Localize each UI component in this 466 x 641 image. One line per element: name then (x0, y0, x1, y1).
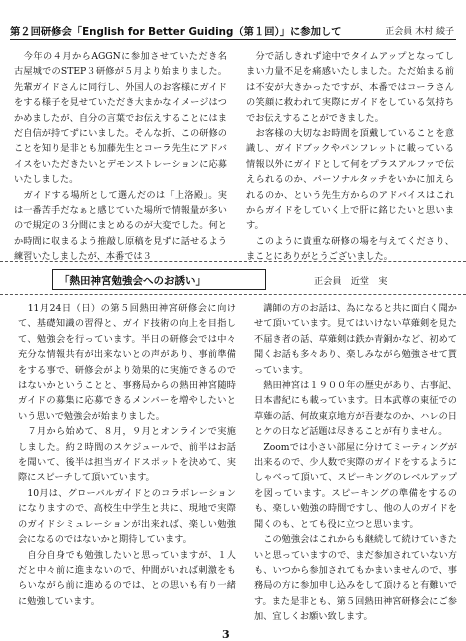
article1-left-column (14, 49, 227, 265)
article1-byline: 正会員 木村 綾子 (385, 27, 454, 37)
section-divider (0, 294, 466, 295)
article1-right-column (246, 49, 454, 265)
article2-paragraph: 熱田神宮は１９００年の歴史があり、古事記、日本書紀にも載っています。日本武尊の東征での草薙の話、何故東京地方が吾妻なのか、ハレの日とケの日など話題は尽きることが有りません。 (254, 380, 457, 438)
article1-paragraph: お客様の大切なお時間を頂戴していることを意識し、ガイドブックやパンフレットに載っている情報以外にガイドとして何をプラスアルファで伝えられるのか、パーソナルタッチをいかに加えられるのか、という先生方からのアドバイスはこれからガイドをしていく上で肝に銘じたいと思います。 (246, 128, 454, 232)
page-number: 3 (222, 628, 230, 641)
article2-title: 「熱田神宮勉強会へのお誘い」 (59, 275, 206, 287)
article2-byline: 正会員 近堂 実 (314, 276, 388, 287)
article2-right-column (254, 301, 457, 625)
article1-paragraph: 分で話しきれず途中でタイムアップとなってしまい力量不足を痛感いたしました。ただ始まる前は不安が大きかったですが、本番ではコーラさんの笑顔に救われて実際にガイドをしている気持ちでお伝えすることができました。 (246, 51, 454, 124)
article2-paragraph: 10月は、グローバルガイドとのコラボレーションになりますので、高校生中学生と共に、現地で実際のガイドシミュレーションが出来れば、楽しい勉強会になるのではないかと期待しています。 (18, 487, 236, 546)
article1-paragraph: 今年の４月からAGGNに参加させていただき名古屋城でのSTEP３研修が５月より始まりました。先輩ガイドさんに同行し、外国人のお客様にガイドをする様子を見せていただき大まかなイメージはつかめましたが、自分の言葉でお伝えすることにはまだ自信が持てずにいました。そんな折、この研修のことを知り是非とも加藤先生とコーラ先生にアドバイスをいただきたいとデモンストレーションに応募いたしました。 (14, 51, 227, 186)
article2-paragraph: Zoomでは小さい部屋に分けてミーティングが出来るので、少人数で実際のガイドをするようにしゃべって頂いて、スピーキングのレベルアップを図っています。スピーキングの準備をするのも、楽しい勉強の時間ですし、他の人のガイドを聞くのも、とても役に立つと思います。 (254, 441, 457, 530)
article2-left-column (18, 301, 236, 609)
article2-paragraph: 自分自身でも勉強したいと思っていますが、１人だと中々前に進まないので、仲間がいれば刺激をもらいながら前に進めるのでは、との思いも有り一緒に勉強しています。 (18, 549, 236, 607)
article2-paragraph: この勉強会はこれからも継続して続けていきたいと思っていますので、まだ参加されていない方も、いつから参加されてもかまいませんので、事務局の方に参加申し込みをして頂けると有難いです。また是非とも、第５回熱田神宮研修会にご参加、宜しくお願い致します。 (254, 534, 457, 623)
section-divider (0, 261, 466, 262)
article1-header (10, 23, 456, 40)
article1-paragraph: ガイドする場所として選んだのは「上洛殿」。実は一番苦手だなぁと感じていた場所で情報量が多いので規定の３分間にまとめるのが大変でした。何とか時間に収まるよう推敲し原稿を見ずに話せるよう練習いたしましたが、本番では３ (14, 189, 227, 263)
article2-title-box (52, 269, 266, 290)
article2-paragraph: 講師の方のお話は、為になると共に面白く聞かせて頂いています。見てはいけない草薙剣を見た不届き者の話、草薙剣は鉄か青銅かなど、初めて聞くお話も多々あり、楽しみながら勉強させて貰っています。 (254, 303, 457, 376)
article1-title: 第２回研修会「English for Better Guiding（第１回）」に参加して (10, 26, 342, 38)
article1-paragraph: このように貴重な研修の場を与えてくださり、まことにありがとうございました。 (246, 235, 454, 263)
article2-paragraph: 11月24日（日）の第５回熱田神宮研修会に向けて、基礎知識の習得と、ガイド技術の向上を目指して、勉強会を行っています。半日の研修会では中々充分な情報共有が出来ないとの声があり、事前準備をする事で、研修会がより効果的に実施できるのではないかということと、事務局からの熱田神宮随時ガイドの募集に応募できるメンバーを増やしたいという思いで勉強会が始まりました。 (18, 303, 236, 422)
article2-paragraph: ７月から始めて、８月，９月とオンラインで実施しました。約２時間のスケジュールで、前半はお話を聞いて、後半は担当ガイドスポットを決めて、実際にスピーチして頂いています。 (18, 426, 236, 484)
